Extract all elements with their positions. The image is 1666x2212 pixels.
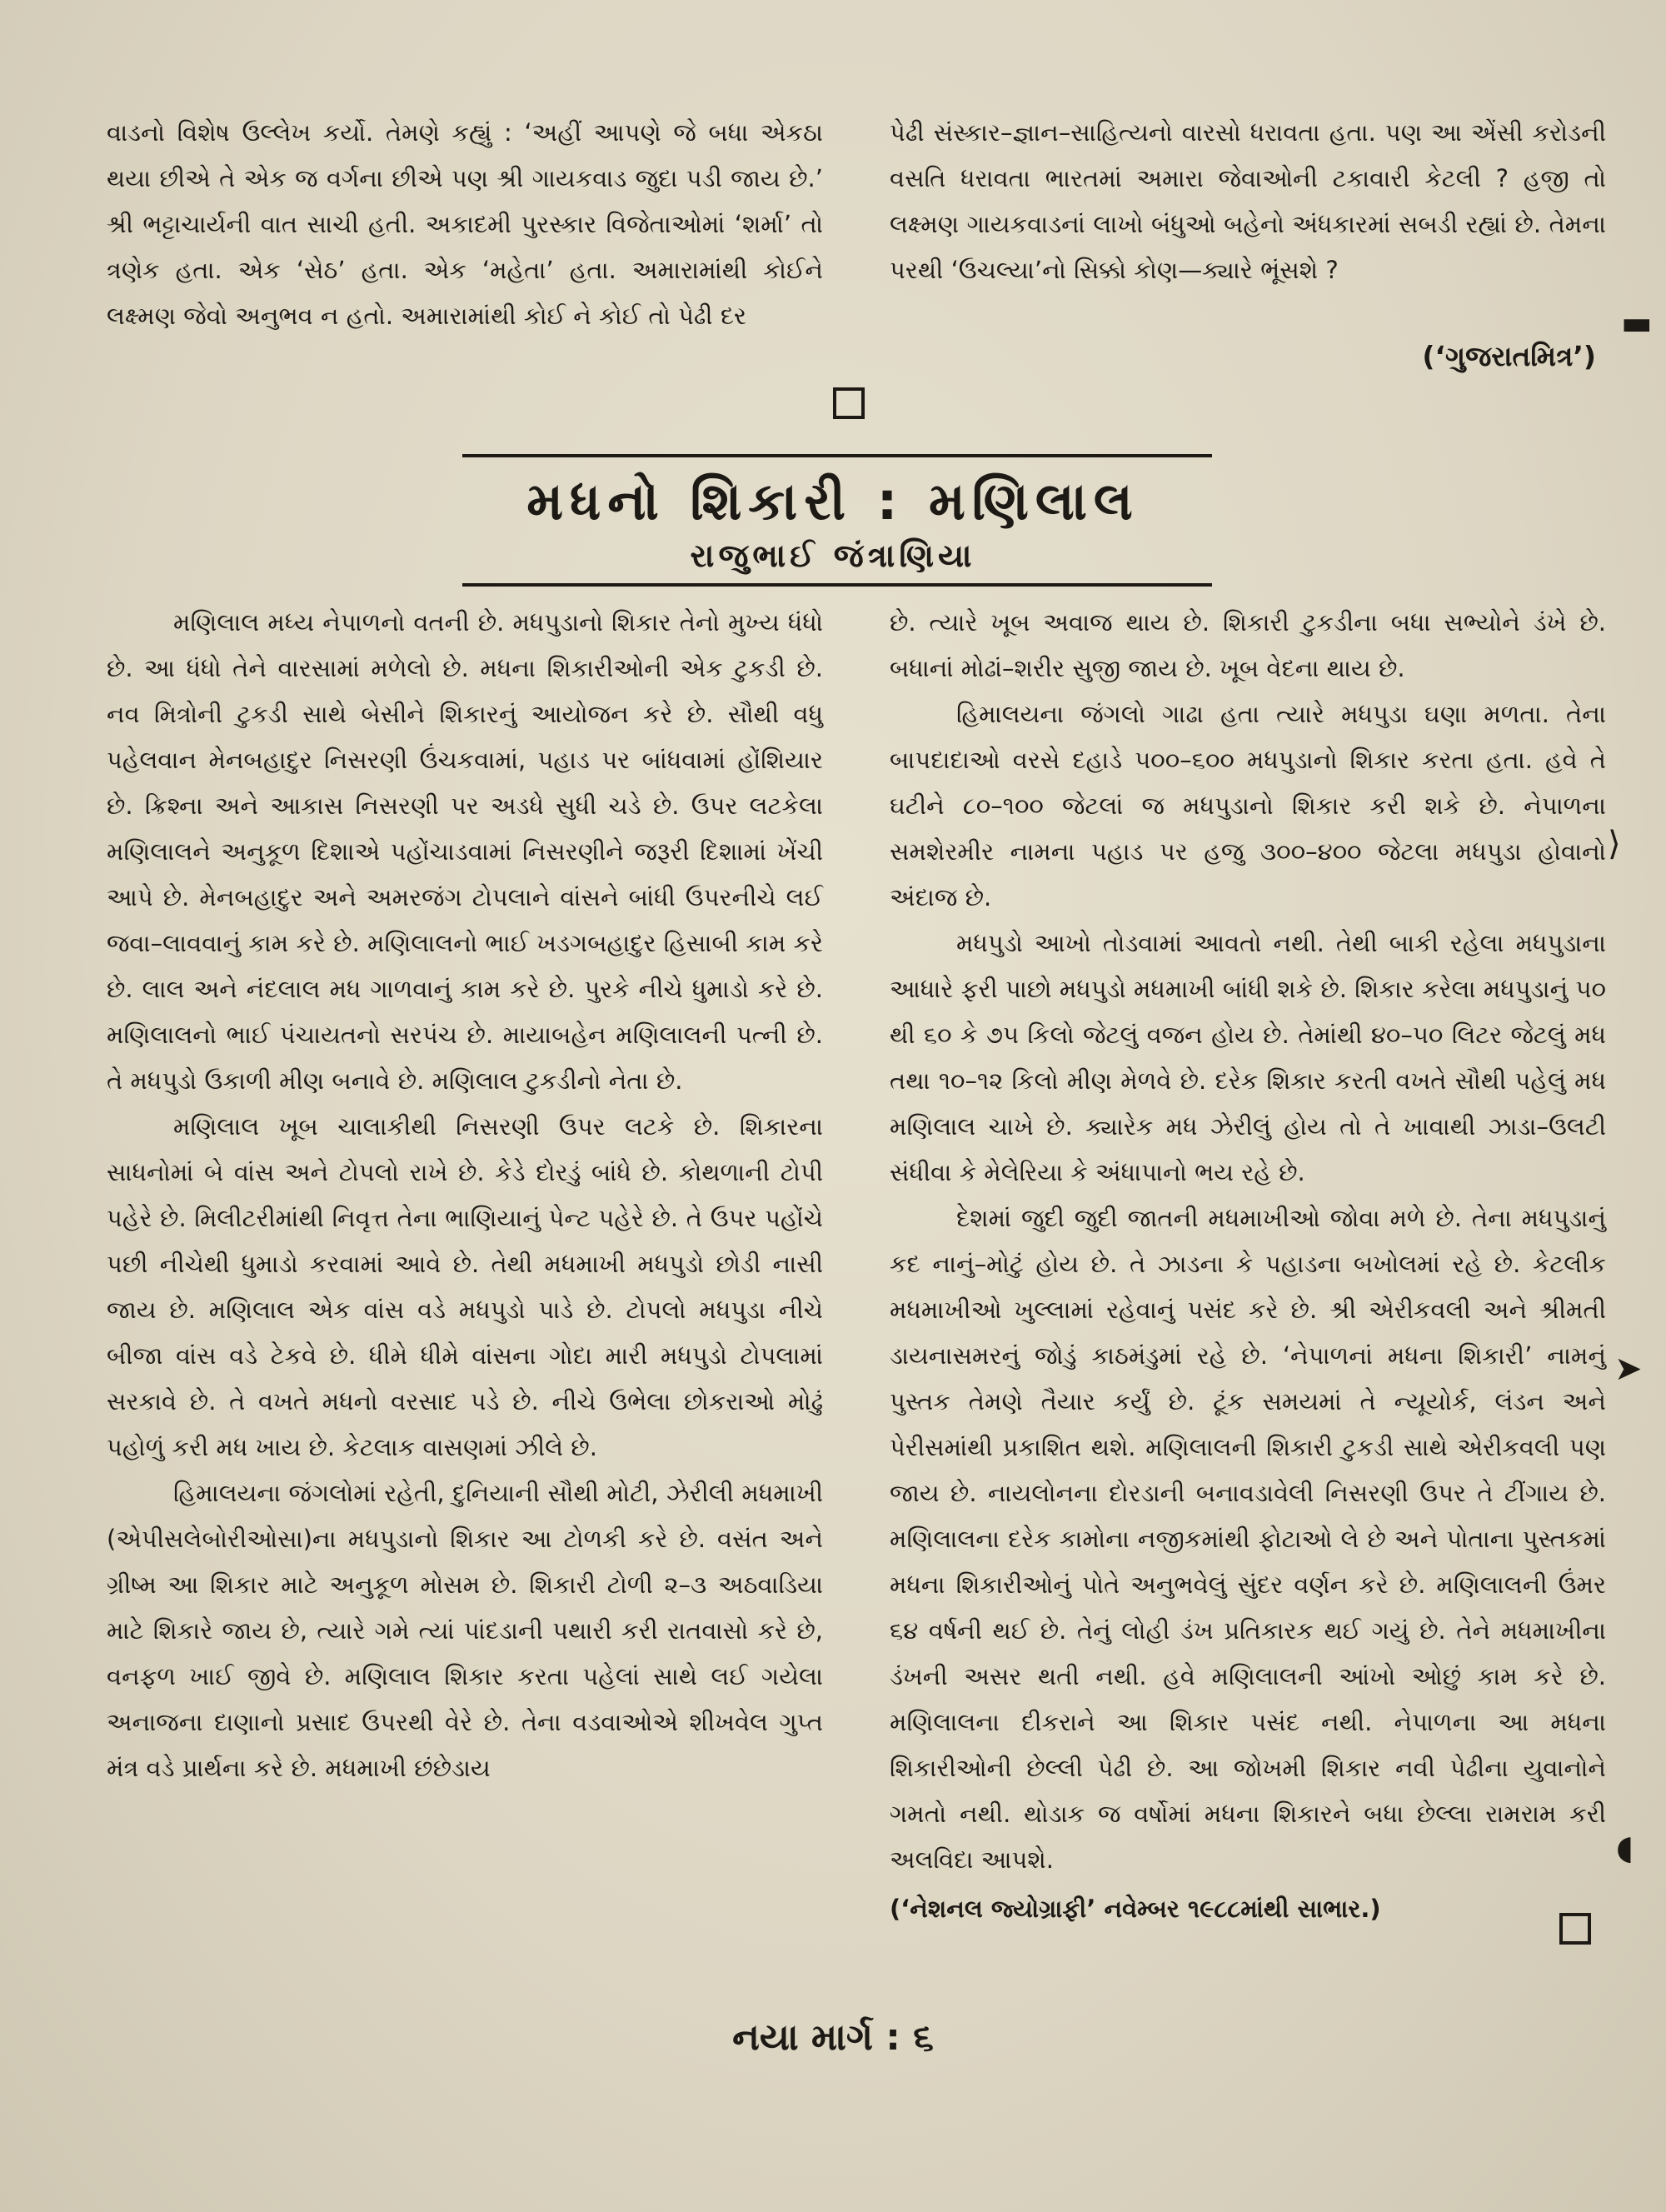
- article-paragraph: મધપુડો આખો તોડવામાં આવતો નથી. તેથી બાકી રહેલા મધપુડાના આધારે ફરી પાછો મધપુડો મધમાખી બાંધી શકે છે. શિકાર કરેલા મધપુડાનું ૫૦ થી ૬૦ કે ૭૫ કિલો જેટલું વજન હોય છે. તેમાંથી ૪૦–૫૦ લિટર જેટલું મધ તથા ૧૦–૧૨ કિલો મીણ મેળવે છે. દરેક શિકાર કરતી વખતે સૌથી પહેલું મધ મણિલાલ ચાખે છે. ક્યારેક મધ ઝેરીલું હોય તો તે ખાવાથી ઝાડા–ઉલટી સંધીવા કે મેલેરિયા કે અંધાપાનો ભય રહે છે.: [890, 929, 1606, 1186]
- article-paragraph: મણિલાલ મધ્ય નેપાળનો વતની છે. મધપુડાનો શિકાર તેનો મુખ્ય ધંધો છે. આ ધંધો તેને વારસામાં મળેલો છે. મધના શિકારીઓની એક ટુકડી છે. નવ મિત્રોની ટુકડી સાથે બેસીને શિકારનું આયોજન કરે છે. સૌથી વધુ પહેલવાન મેનબહાદુર નિસરણી ઉંચકવામાં, પહાડ પર બાંધવામાં હોંશિયાર છે. ક્રિશ્ના અને આકાસ નિસરણી પર અડધે સુધી ચડે છે. ઉપર લટકેલા મણિલાલને અનુકૂળ દિશાએ પહોંચાડવામાં નિસરણીને જરૂરી દિશામાં ખેંચી આપે છે. મેનબહાદુર અને અમરજંગ ટોપલાને વાંસને બાંધી ઉપરનીચે લઈ જવા–લાવવાનું કામ કરે છે. મણિલાલનો ભાઈ ખડગબહાદુર હિસાબી કામ કરે છે. લાલ અને નંદલાલ મધ ગાળવાનું કામ કરે છે. પુરકે નીચે ધુમાડો કરે છે. મણિલાલનો ભાઈ પંચાયતનો સરપંચ છે. માયાબહેન મણિલાલની પત્ની છે. તે મધપુડો ઉકાળી મીણ બનાવે છે. મણિલાલ ટુકડીનો નેતા છે.: [107, 608, 823, 1095]
- ink-mark: ➤: [1614, 1350, 1643, 1388]
- ink-mark: ▬: [1621, 304, 1653, 342]
- page-footer: નયા માર્ગ : ૬: [732, 2016, 934, 2059]
- article-column-right: [890, 600, 1606, 1932]
- article-column-left: [107, 600, 823, 1791]
- article-paragraph: હિમાલયના જંગલોમાં રહેતી, દુનિયાની સૌથી મોટી, ઝેરીલી મધમાખી (એપીસલેબોરીઓસા)ના મધપુડાનો શિકાર આ ટોળકી કરે છે. વસંત અને ગ્રીષ્મ આ શિકાર માટે અનુકૂળ મોસમ છે. શિકારી ટોળી ૨–૩ અઠવાડિયા માટે શિકારે જાય છે, ત્યારે ગમે ત્યાં પાંદડાની પથારી કરી રાતવાસો કરે છે, વનફળ ખાઈ જીવે છે. મણિલાલ શિકાર કરતા પહેલાં સાથે લઈ ગયેલા અનાજના દાણાનો પ્રસાદ ઉપરથી વેરે છે. તેના વડવાઓએ શીખવેલ ગુપ્ત મંત્ર વડે પ્રાર્થના કરે છે. મધમાખી છંછેડાય: [107, 1479, 823, 1782]
- author-rule: [462, 583, 1212, 587]
- ink-mark: ◖: [1616, 1829, 1634, 1867]
- continued-paragraph: વાડનો વિશેષ ઉલ્લેખ કર્યો. તેમણે કહ્યું : ‘અહીં આપણે જે બધા એકઠા થયા છીએ તે એક જ વર્ગના છીએ પણ શ્રી ગાયકવાડ જુદા પડી જાય છે.’ શ્રી ભટ્ટાચાર્યની વાત સાચી હતી. અકાદમી પુરસ્કાર વિજેતાઓમાં ‘શર્મા’ તો ત્રણેક હતા. એક ‘સેઠ’ હતા. એક ‘મહેતા’ હતા. અમારામાંથી કોઈને લક્ષ્મણ જેવો અનુભવ ન હતો. અમારામાંથી કોઈ ને કોઈ તો પેઢી દર: [107, 118, 823, 330]
- title-rule: [462, 454, 1212, 457]
- article-paragraph: મણિલાલ ખૂબ ચાલાકીથી નિસરણી ઉપર લટકે છે. શિકારના સાધનોમાં બે વાંસ અને ટોપલો રાખે છે. કેડે દોરડું બાંધે છે. કોથળાની ટોપી પહેરે છે. મિલીટરીમાંથી નિવૃત્ત તેના ભાણિયાનું પેન્ટ પહેરે છે. તે ઉપર પહોંચે પછી નીચેથી ધુમાડો કરવામાં આવે છે. તેથી મધમાખી મધપુડો છોડી નાસી જાય છે. મણિલાલ એક વાંસ વડે મધપુડો પાડે છે. ટોપલો મધપુડા નીચે બીજા વાંસ વડે ટેકવે છે. ધીમે ધીમે વાંસના ગોદા મારી મધપુડો ટોપલામાં સરકાવે છે. તે વખતે મધનો વરસાદ પડે છે. નીચે ઉભેલા છોકરાઓ મોઢું પહોળું કરી મધ ખાય છે. કેટલાક વાસણમાં ઝીલે છે.: [107, 1112, 823, 1461]
- article-author: રાજુભાઈ જંત્રાણિયા: [690, 537, 976, 574]
- end-of-article-box: [1559, 1913, 1591, 1945]
- article-paragraph: દેશમાં જુદી જુદી જાતની મધમાખીઓ જોવા મળે છે. તેના મધપુડાનું કદ નાનું–મોટું હોય છે. તે ઝાડના કે પહાડના બખોલમાં રહે છે. કેટલીક મધમાખીઓ ખુલ્લામાં રહેવાનું પસંદ કરે છે. શ્રી એરીકવલી અને શ્રીમતી ડાયનાસમરનું જોડું કાઠમંડુમાં રહે છે. ‘નેપાળનાં મધના શિકારી’ નામનું પુસ્તક તેમણે તૈયાર કર્યું છે. ટૂંક સમયમાં તે ન્યૂયોર્ક, લંડન અને પેરીસમાંથી પ્રકાશિત થશે. મણિલાલની શિકારી ટુકડી સાથે એરીકવલી પણ જાય છે. નાયલોનના દોરડાની બનાવડાવેલી નિસરણી ઉપર તે ટીંગાય છે. મણિલાલના દરેક કામોના નજીકમાંથી ફોટાઓ લે છે અને પોતાના પુસ્તકમાં મધના શિકારીઓનું પોતે અનુભવેલું સુંદર વર્ણન કરે છે. મણિલાલની ઉંમર ૬૪ વર્ષની થઈ છે. તેનું લોહી ડંખ પ્રતિકારક થઈ ગયું છે. તેને મધમાખીના ડંખની અસર થતી નથી. હવે મણિલાલની આંખો ઓછું કામ કરે છે. મણિલાલના દીકરાને આ શિકાર પસંદ નથી. નેપાળના આ મધના શિકારીઓની છેલ્લી પેઢી છે. આ જોખમી શિકાર નવી પેઢીના યુવાનોને ગમતો નથી. થોડાક જ વર્ષોમાં મધના શિકારને બધા છેલ્લા રામરામ કરી અલવિદા આપશે.: [890, 1204, 1606, 1874]
- article-paragraph: હિમાલયના જંગલો ગાઢા હતા ત્યારે મધપુડા ઘણા મળતા. તેના બાપદાદાઓ વરસે દહાડે ૫૦૦–૬૦૦ મધપુડાનો શિકાર કરતા હતા. હવે તે ઘટીને ૮૦–૧૦૦ જેટલાં જ મધપુડાનો શિકાર કરી શકે છે. નેપાળના સમશેરમીર નામના પહાડ પર હજુ ૩૦૦–૪૦૦ જેટલા મધપુડા હોવાનો અંદાજ છે.: [890, 700, 1606, 911]
- continued-text-left: [107, 110, 823, 339]
- article-source: (‘નેશનલ જ્યોગ્રાફી’ નવેમ્બર ૧૯૮૮માંથી સાભાર.): [890, 1895, 1381, 1923]
- article-title: મધનો શિકારી : મણિલાલ: [526, 471, 1140, 532]
- ink-mark: ⟩: [1608, 825, 1621, 863]
- previous-article-source: (‘ગુજરાતમિત્ર’): [1422, 340, 1596, 372]
- article-paragraph: છે. ત્યારે ખૂબ અવાજ થાય છે. શિકારી ટુકડીના બધા સભ્યોને ડંખે છે. બધાનાં મોઢાં–શરીર સુજી જાય છે. ખૂબ વેદના થાય છે.: [890, 608, 1606, 682]
- continued-paragraph: પેઢી સંસ્કાર–જ્ઞાન–સાહિત્યનો વારસો ધરાવતા હતા. પણ આ એંસી કરોડની વસતિ ધરાવતા ભારતમાં અમારા જેવાઓની ટકાવારી કેટલી ? હજી તો લક્ષ્મણ ગાયકવાડનાં લાખો બંધુઓ બહેનો અંધકારમાં સબડી રહ્યાં છે. તેમના પરથી ‘ઉચલ્યા’નો સિક્કો કોણ—ક્યારે ભૂંસશે ?: [890, 118, 1606, 284]
- end-of-article-box: [833, 387, 865, 419]
- continued-text-right: [890, 110, 1606, 293]
